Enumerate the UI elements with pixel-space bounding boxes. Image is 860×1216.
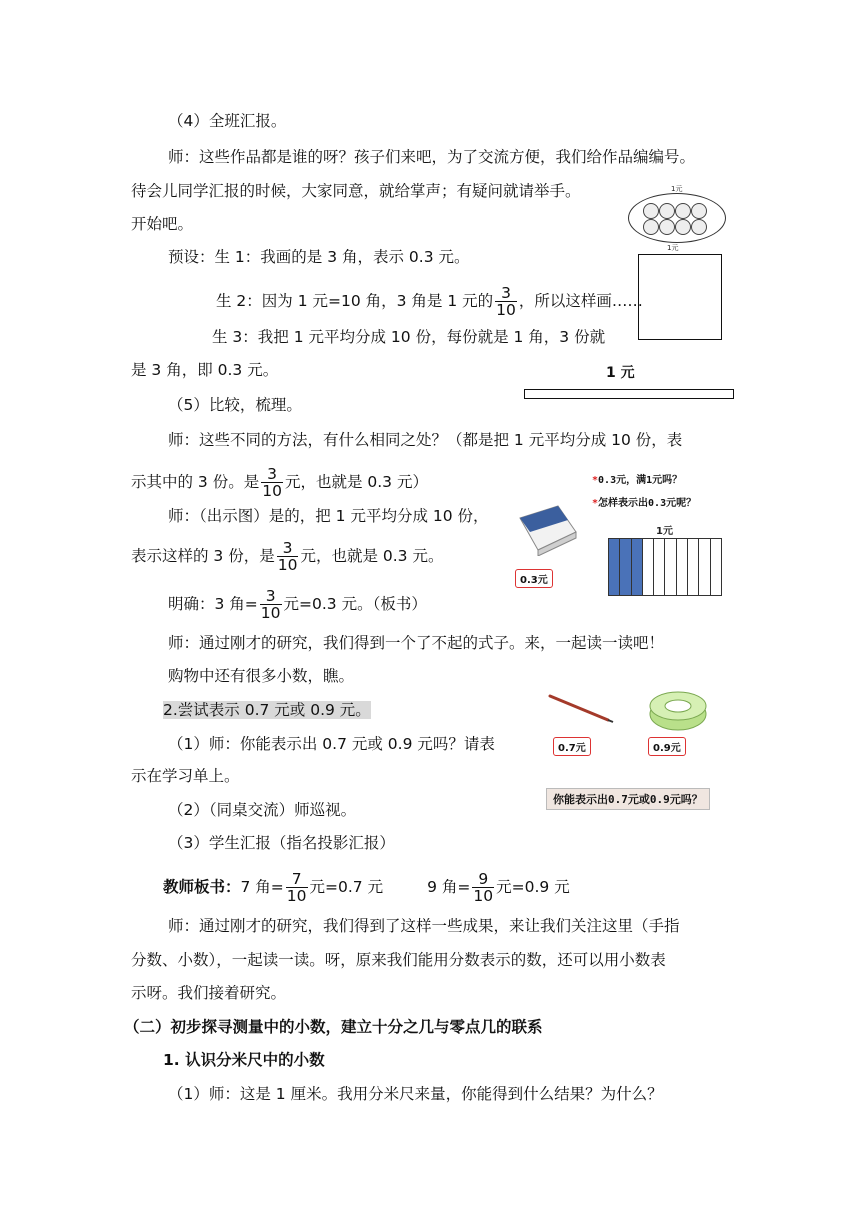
bar-figure <box>524 389 734 399</box>
grid-cell-empty <box>643 539 654 595</box>
line-desk-mate: （2）（同桌交流）师巡视。 <box>168 801 357 819</box>
line-teacher-intro: 师：这些作品都是谁的呀？孩子们来吧，为了交流方便，我们给作品编编号。 <box>168 148 696 166</box>
line-show-figure: 师：（出示图）是的，把 1 元平均分成 10 份， <box>168 507 489 525</box>
eraser-icon <box>516 502 580 556</box>
question-full-yuan: *0.3元，满1元吗？ <box>592 475 683 486</box>
grid-cell-filled <box>620 539 631 595</box>
price-tag-eraser: 0.3元 <box>515 569 553 588</box>
subheading-decimeter: 1. 认识分米尺中的小数 <box>163 1051 325 1069</box>
board-seven-b: 元=0.7 元 <box>309 878 384 896</box>
question-how-represent: *怎样表示出0.3元呢？ <box>592 498 697 509</box>
coin-icon <box>643 219 659 235</box>
coin-icon <box>675 203 691 219</box>
line-student3: 生 3：我把 1 元平均分成 10 份，每份就是 1 角，3 份就 <box>212 328 606 346</box>
line-try-represent <box>163 700 371 720</box>
price-tag-tape: 0.9元 <box>648 737 686 756</box>
show-three-text-b: 元，也就是 0.3 元。 <box>300 547 444 565</box>
bar-label: 1 元 <box>606 365 635 381</box>
grid-cell-filled <box>609 539 620 595</box>
fraction-three-tenths-3: $\frac{3}{10}$ <box>277 539 298 574</box>
student2-text-b: ，所以这样画…… <box>518 292 643 310</box>
line-three-parts <box>131 466 428 499</box>
grid-cell-empty <box>699 539 710 595</box>
coin-icon <box>659 219 675 235</box>
grid-cell-empty <box>711 539 721 595</box>
line-teacher-same: 师：这些不同的方法，有什么相同之处？（都是把 1 元平均分成 10 份，表 <box>168 431 683 449</box>
grid-cell-empty <box>654 539 665 595</box>
show-three-text-a: 表示这样的 3 份，是 <box>131 547 275 565</box>
coin-icon <box>675 219 691 235</box>
fraction-three-tenths-4: $\frac{3}{10}$ <box>260 587 281 622</box>
line-clarify <box>168 588 427 621</box>
line-student3-cont: 是 3 角，即 0.3 元。 <box>131 361 279 379</box>
pencil-icon <box>546 692 616 726</box>
tape-roll-icon <box>647 688 709 732</box>
line-wait-report: 待会儿同学汇报的时候，大家同意，就给掌声；有疑问就请举手。 <box>131 182 581 200</box>
coin-icon <box>643 203 659 219</box>
board-seven-a: 7 角= <box>240 878 284 896</box>
square-figure <box>638 254 722 340</box>
line-preset-student1: 预设：生 1：我画的是 3 角，表示 0.3 元。 <box>168 248 470 266</box>
line-centimeter-question: （1）师：这是 1 厘米。我用分米尺来量，你能得到什么结果？为什么？ <box>168 1085 663 1103</box>
coin-oval-figure <box>628 193 726 243</box>
line-question: （1）师：你能表示出 0.7 元或 0.9 元吗？请表 <box>168 735 495 753</box>
oval-label-top: 1元 <box>671 185 683 193</box>
line-results: 师：通过刚才的研究，我们得到了这样一些成果，来让我们关注这里（手指 <box>168 917 680 935</box>
line-student2 <box>216 285 643 318</box>
line-great-formula: 师：通过刚才的研究，我们得到一个了不起的式子。来，一起读一读吧！ <box>168 634 665 652</box>
line-read-together: 分数、小数），一起读一读。呀，原来我们能用分数表示的数，还可以用小数表 <box>131 951 666 969</box>
coin-icon <box>691 219 707 235</box>
board-nine-a: 9 角= <box>427 878 471 896</box>
highlighted-heading: 2.尝试表示 0.7 元或 0.9 元。 <box>163 701 371 719</box>
line-compare: （5）比较，梳理。 <box>168 396 302 414</box>
line-study-sheet: 示在学习单上。 <box>131 767 240 785</box>
fraction-three-tenths-2: $\frac{3}{10}$ <box>262 465 282 500</box>
section-heading-two: （二）初步探寻测量中的小数，建立十分之几与零点几的联系 <box>124 1018 543 1036</box>
grid-cell-empty <box>677 539 688 595</box>
three-parts-text-b: 元，也就是 0.3 元） <box>284 473 428 491</box>
question-banner: 你能表示出0.7元或0.9元吗？ <box>546 788 710 810</box>
grid-cell-empty <box>688 539 699 595</box>
student2-text-a: 生 2：因为 1 元=10 角，3 角是 1 元的 <box>216 292 494 310</box>
line-show-three-parts <box>131 540 443 573</box>
price-tag-pencil: 0.7元 <box>553 737 591 756</box>
tenths-grid <box>608 538 722 596</box>
line-continue: 示呀。我们接着研究。 <box>131 984 287 1002</box>
fraction-three-tenths: $\frac{3}{10}$ <box>496 284 516 319</box>
clarify-text-a: 明确：3 角= <box>168 595 258 613</box>
grid-label: 1元 <box>656 526 673 537</box>
coin-icon <box>691 203 707 219</box>
board-writing-label: 教师板书： <box>163 878 241 896</box>
fraction-nine-tenths: $\frac{9}{10}$ <box>473 870 494 905</box>
line-student-report: （3）学生汇报（指名投影汇报） <box>168 834 395 852</box>
grid-cell-empty <box>665 539 676 595</box>
line-class-report: （4）全班汇报。 <box>168 112 287 130</box>
grid-cell-filled <box>632 539 643 595</box>
line-more-decimals: 购物中还有很多小数，瞧。 <box>168 667 355 685</box>
line-board-writing <box>163 871 570 904</box>
line-start: 开始吧。 <box>131 215 194 233</box>
fraction-seven-tenths: $\frac{7}{10}$ <box>286 870 307 905</box>
coin-icon <box>659 203 675 219</box>
three-parts-text-a: 示其中的 3 份。是 <box>131 473 260 491</box>
clarify-text-b: 元=0.3 元。（板书） <box>283 595 427 613</box>
oval-label-bottom: 1元 <box>667 244 679 252</box>
board-nine-b: 元=0.9 元 <box>496 878 570 896</box>
